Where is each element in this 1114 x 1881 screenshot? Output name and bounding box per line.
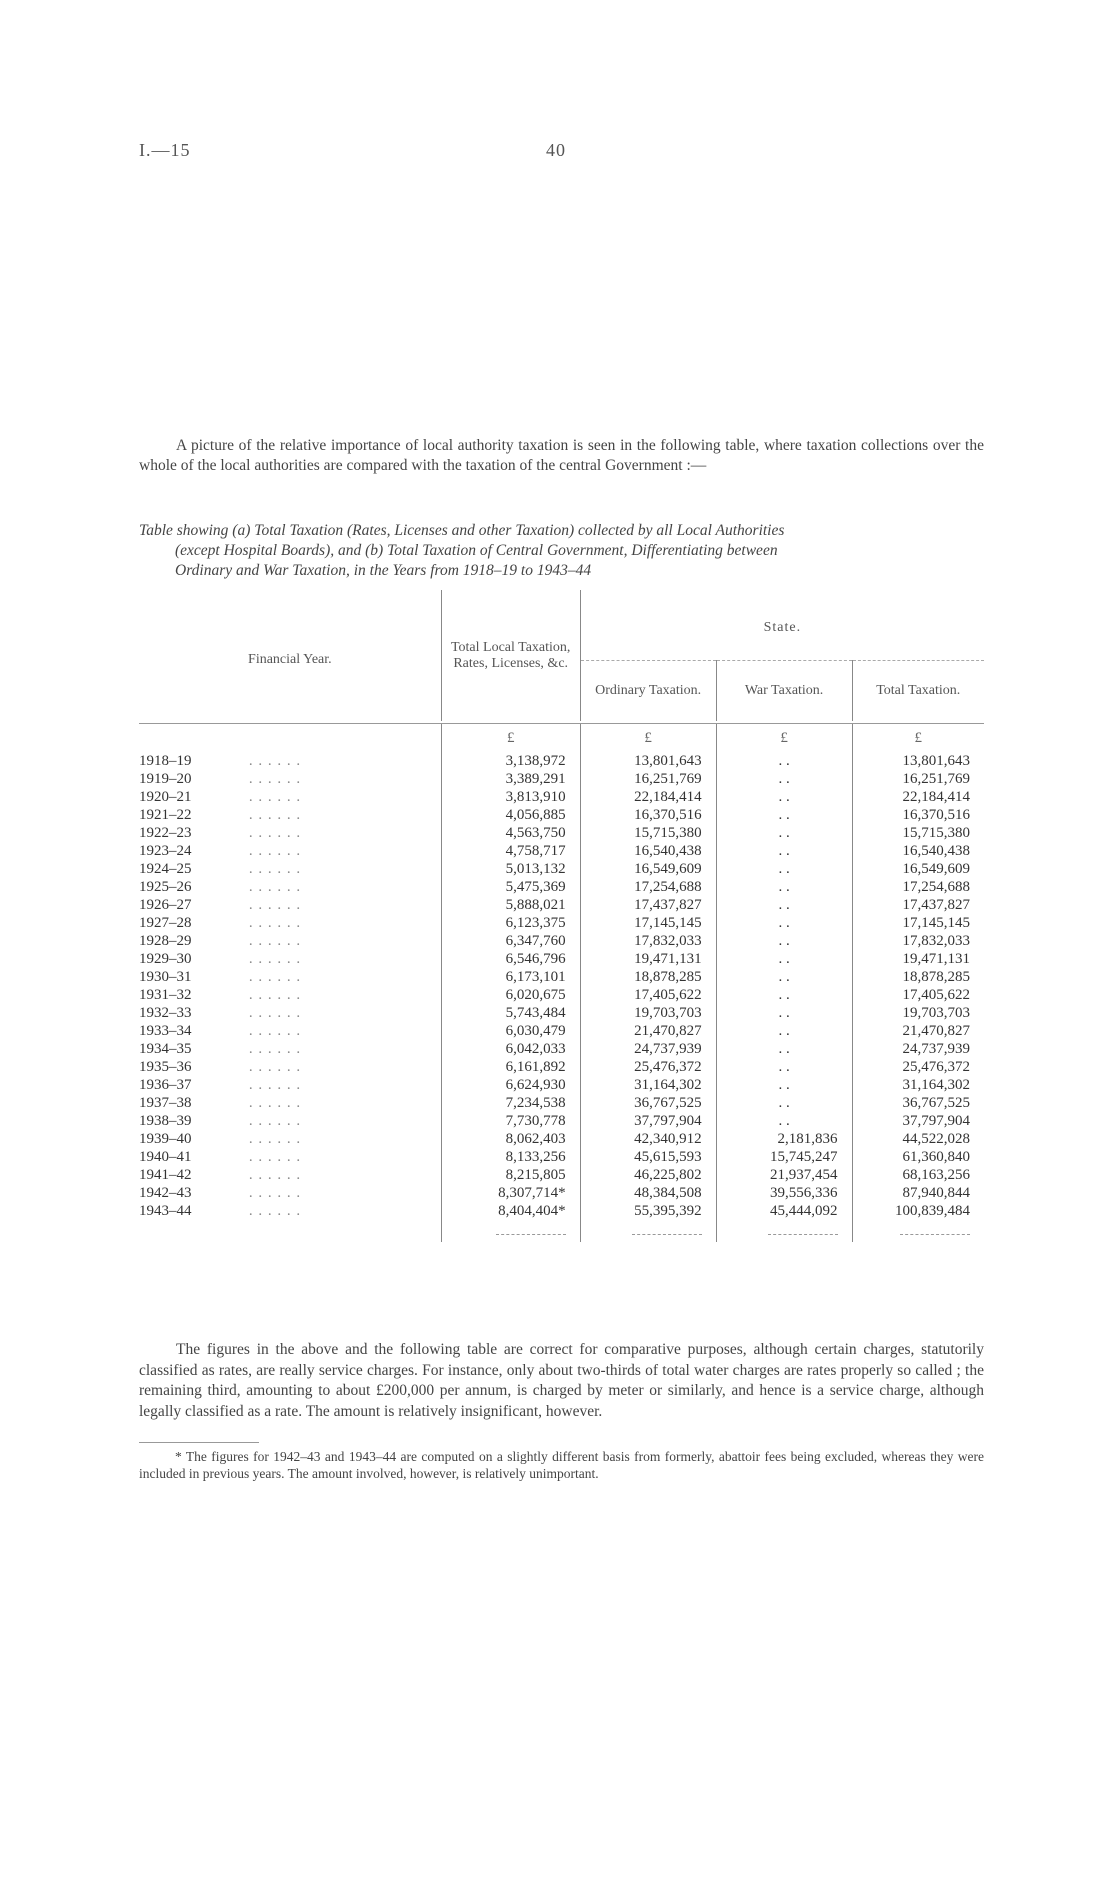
unit-row — [139, 724, 984, 753]
total-taxation-cell: 18,878,285 — [902, 969, 970, 985]
total-taxation-cell: 25,476,372 — [902, 1059, 970, 1075]
table-row — [139, 788, 984, 806]
total-taxation-cell: 44,522,028 — [902, 1131, 970, 1147]
total-taxation-cell: 16,251,769 — [902, 771, 970, 787]
table-row — [139, 842, 984, 860]
table-row — [139, 1004, 984, 1022]
caption-line-1: Table showing (a) Total Taxation (Rates, Licenses and other Taxation) collected by all Local Authorities — [139, 522, 785, 539]
total-rule — [900, 1234, 970, 1235]
header-total-taxation: Total Taxation. — [876, 682, 961, 698]
year-cell: 1941–42 — [139, 1167, 192, 1183]
war-taxation-cell: . . — [716, 932, 852, 950]
war-taxation-cell: 15,745,247 — [716, 1148, 852, 1166]
leader-dots: . . . . . . — [248, 1113, 302, 1129]
table-row — [139, 1166, 984, 1184]
total-taxation-cell: 36,767,525 — [902, 1095, 970, 1111]
total-taxation-cell: 15,715,380 — [902, 825, 970, 841]
table-row — [139, 752, 984, 770]
ordinary-taxation-cell: 17,437,827 — [580, 896, 716, 914]
total-taxation-cell: 100,839,484 — [895, 1203, 970, 1219]
ordinary-taxation-cell: 55,395,392 — [580, 1202, 716, 1220]
local-taxation-cell: 5,743,484 — [441, 1004, 580, 1022]
year-cell: 1930–31 — [139, 969, 192, 985]
table-row — [139, 1148, 984, 1166]
unit-total: £ — [914, 730, 923, 746]
war-taxation-cell: . . — [716, 1058, 852, 1076]
year-cell: 1938–39 — [139, 1113, 192, 1129]
local-taxation-cell: 3,389,291 — [441, 770, 580, 788]
ordinary-taxation-cell: 19,471,131 — [580, 950, 716, 968]
leader-dots: . . . . . . — [248, 807, 302, 823]
header-state: State. — [580, 590, 984, 660]
ordinary-taxation-cell: 36,767,525 — [580, 1094, 716, 1112]
leader-dots: . . . . . . — [248, 753, 302, 769]
total-taxation-cell: 17,405,622 — [902, 987, 970, 1003]
page-number: 40 — [546, 140, 566, 160]
total-taxation-cell: 61,360,840 — [902, 1149, 970, 1165]
year-cell: 1937–38 — [139, 1095, 192, 1111]
leader-dots: . . . . . . — [248, 951, 302, 967]
war-taxation-cell: . . — [716, 950, 852, 968]
local-taxation-cell: 8,307,714* — [441, 1184, 580, 1202]
ordinary-taxation-cell: 17,405,622 — [580, 986, 716, 1004]
notes-paragraph — [139, 1340, 984, 1422]
local-taxation-cell: 7,730,778 — [441, 1112, 580, 1130]
local-taxation-cell: 4,563,750 — [441, 824, 580, 842]
intro-paragraph — [139, 436, 984, 476]
ordinary-taxation-cell: 24,737,939 — [580, 1040, 716, 1058]
year-cell: 1926–27 — [139, 897, 192, 913]
war-taxation-cell: . . — [716, 1022, 852, 1040]
leader-dots: . . . . . . — [248, 1185, 302, 1201]
war-taxation-cell: . . — [716, 878, 852, 896]
ordinary-taxation-cell: 17,832,033 — [580, 932, 716, 950]
caption-line-2: (except Hospital Boards), and (b) Total Taxation of Central Government, Differentiating between — [175, 542, 778, 559]
footnote-rule — [139, 1442, 259, 1443]
war-taxation-cell: . . — [716, 1004, 852, 1022]
table-row — [139, 1094, 984, 1112]
year-cell: 1925–26 — [139, 879, 192, 895]
leader-dots: . . . . . . — [248, 789, 302, 805]
total-taxation-cell: 16,370,516 — [902, 807, 970, 823]
ordinary-taxation-cell: 17,254,688 — [580, 878, 716, 896]
leader-dots: . . . . . . — [248, 1059, 302, 1075]
ordinary-taxation-cell: 37,797,904 — [580, 1112, 716, 1130]
intro-text: A picture of the relative importance of local authority taxation is seen in the following table, where taxation collections over the whole of the local authorities are compared with the taxation of the central Government :— — [139, 437, 984, 474]
table-row — [139, 1130, 984, 1148]
table-row — [139, 806, 984, 824]
ordinary-taxation-cell: 18,878,285 — [580, 968, 716, 986]
ordinary-taxation-cell: 46,225,802 — [580, 1166, 716, 1184]
war-taxation-cell: 2,181,836 — [716, 1130, 852, 1148]
year-cell: 1928–29 — [139, 933, 192, 949]
total-taxation-cell: 17,437,827 — [902, 897, 970, 913]
year-cell: 1929–30 — [139, 951, 192, 967]
total-taxation-cell: 21,470,827 — [902, 1023, 970, 1039]
table-footer-rules — [139, 1220, 984, 1242]
leader-dots: . . . . . . — [248, 861, 302, 877]
war-taxation-cell: . . — [716, 860, 852, 878]
footnote-text: * The figures for 1942–43 and 1943–44 are computed on a slightly different basis from formerly, abattoir fees being excluded, whereas they were included in previous years. The amount involved, however, is relatively unimportant. — [139, 1449, 984, 1481]
leader-dots: . . . . . . — [248, 1149, 302, 1165]
leader-dots: . . . . . . — [248, 1023, 302, 1039]
leader-dots: . . . . . . — [248, 1041, 302, 1057]
footnote — [139, 1448, 984, 1482]
local-taxation-cell: 6,546,796 — [441, 950, 580, 968]
war-taxation-cell: . . — [716, 968, 852, 986]
war-taxation-cell: . . — [716, 824, 852, 842]
table-row — [139, 986, 984, 1004]
total-taxation-cell: 17,145,145 — [902, 915, 970, 931]
total-taxation-cell: 13,801,643 — [902, 753, 970, 769]
year-cell: 1919–20 — [139, 771, 192, 787]
table-row — [139, 950, 984, 968]
table-row — [139, 1202, 984, 1220]
table-row — [139, 860, 984, 878]
war-taxation-cell: . . — [716, 770, 852, 788]
local-taxation-cell: 4,758,717 — [441, 842, 580, 860]
ordinary-taxation-cell: 42,340,912 — [580, 1130, 716, 1148]
war-taxation-cell: . . — [716, 896, 852, 914]
total-taxation-cell: 87,940,844 — [902, 1185, 970, 1201]
document-reference: I.—15 — [139, 140, 191, 160]
table-row — [139, 824, 984, 842]
leader-dots: . . . . . . — [248, 915, 302, 931]
total-taxation-cell: 19,703,703 — [902, 1005, 970, 1021]
local-taxation-cell: 6,624,930 — [441, 1076, 580, 1094]
total-rule — [496, 1234, 566, 1235]
year-cell: 1943–44 — [139, 1203, 192, 1219]
year-cell: 1927–28 — [139, 915, 192, 931]
notes-text: The figures in the above and the following table are correct for comparative purposes, although certain charges, statutorily classified as rates, are really service charges. For instance, only about two-thirds of total water charges are rates properly so called ; the remaining third, amounting to about £200,000 per annum, is charged by meter or similarly, and hence is a service charge, although legally classified as a rate. The amount is relatively insignificant, however. — [139, 1341, 984, 1420]
year-cell: 1940–41 — [139, 1149, 192, 1165]
war-taxation-cell: . . — [716, 1040, 852, 1058]
war-taxation-cell: . . — [716, 806, 852, 824]
leader-dots: . . . . . . — [248, 771, 302, 787]
war-taxation-cell: . . — [716, 842, 852, 860]
war-taxation-cell: 39,556,336 — [716, 1184, 852, 1202]
ordinary-taxation-cell: 16,540,438 — [580, 842, 716, 860]
leader-dots: . . . . . . — [248, 879, 302, 895]
ordinary-taxation-cell: 31,164,302 — [580, 1076, 716, 1094]
leader-dots: . . . . . . — [248, 987, 302, 1003]
unit-local: £ — [441, 724, 580, 753]
year-cell: 1918–19 — [139, 753, 192, 769]
local-taxation-cell: 5,013,132 — [441, 860, 580, 878]
ordinary-taxation-cell: 45,615,593 — [580, 1148, 716, 1166]
total-taxation-cell: 31,164,302 — [902, 1077, 970, 1093]
local-taxation-cell: 8,215,805 — [441, 1166, 580, 1184]
local-taxation-cell: 6,042,033 — [441, 1040, 580, 1058]
local-taxation-cell: 6,173,101 — [441, 968, 580, 986]
war-taxation-cell: . . — [716, 752, 852, 770]
year-cell: 1935–36 — [139, 1059, 192, 1075]
total-taxation-cell: 37,797,904 — [902, 1113, 970, 1129]
year-cell: 1934–35 — [139, 1041, 192, 1057]
header-financial-year: Financial Year. — [248, 652, 332, 667]
table-row — [139, 770, 984, 788]
caption-line-3: Ordinary and War Taxation, in the Years from 1918–19 to 1943–44 — [175, 562, 592, 579]
taxation-table — [139, 590, 984, 1242]
ordinary-taxation-cell: 17,145,145 — [580, 914, 716, 932]
table-row — [139, 1076, 984, 1094]
year-cell: 1942–43 — [139, 1185, 192, 1201]
war-taxation-cell: . . — [716, 1112, 852, 1130]
table-row — [139, 1184, 984, 1202]
table-row — [139, 968, 984, 986]
war-taxation-cell: . . — [716, 1076, 852, 1094]
total-taxation-cell: 16,540,438 — [902, 843, 970, 859]
table-row — [139, 878, 984, 896]
ordinary-taxation-cell: 16,251,769 — [580, 770, 716, 788]
local-taxation-cell: 3,138,972 — [441, 752, 580, 770]
year-cell: 1924–25 — [139, 861, 192, 877]
war-taxation-cell: 21,937,454 — [716, 1166, 852, 1184]
year-cell: 1931–32 — [139, 987, 192, 1003]
ordinary-taxation-cell: 15,715,380 — [580, 824, 716, 842]
local-taxation-cell: 3,813,910 — [441, 788, 580, 806]
total-taxation-cell: 17,832,033 — [902, 933, 970, 949]
war-taxation-cell: . . — [716, 986, 852, 1004]
table-row — [139, 914, 984, 932]
header-war-taxation: War Taxation. — [716, 660, 852, 721]
year-cell: 1939–40 — [139, 1131, 192, 1147]
table-row — [139, 896, 984, 914]
header-ordinary-taxation: Ordinary Taxation. — [580, 660, 716, 721]
year-cell: 1932–33 — [139, 1005, 192, 1021]
year-cell: 1923–24 — [139, 843, 192, 859]
leader-dots: . . . . . . — [248, 897, 302, 913]
year-cell: 1922–23 — [139, 825, 192, 841]
leader-dots: . . . . . . — [248, 1167, 302, 1183]
ordinary-taxation-cell: 13,801,643 — [580, 752, 716, 770]
leader-dots: . . . . . . — [248, 1203, 302, 1219]
header-total-local-taxation: Total Local Taxation, Rates, Licenses, &c. — [441, 590, 580, 721]
local-taxation-cell: 6,123,375 — [441, 914, 580, 932]
local-taxation-cell: 7,234,538 — [441, 1094, 580, 1112]
ordinary-taxation-cell: 48,384,508 — [580, 1184, 716, 1202]
year-cell: 1921–22 — [139, 807, 192, 823]
year-cell: 1920–21 — [139, 789, 192, 805]
leader-dots: . . . . . . — [248, 933, 302, 949]
table-row — [139, 1040, 984, 1058]
table-caption — [139, 521, 984, 581]
table-row — [139, 1058, 984, 1076]
local-taxation-cell: 8,133,256 — [441, 1148, 580, 1166]
total-taxation-cell: 24,737,939 — [902, 1041, 970, 1057]
leader-dots: . . . . . . — [248, 1005, 302, 1021]
local-taxation-cell: 6,020,675 — [441, 986, 580, 1004]
war-taxation-cell: . . — [716, 788, 852, 806]
leader-dots: . . . . . . — [248, 825, 302, 841]
local-taxation-cell: 6,030,479 — [441, 1022, 580, 1040]
unit-war: £ — [716, 724, 852, 753]
year-cell: 1936–37 — [139, 1077, 192, 1093]
leader-dots: . . . . . . — [248, 1095, 302, 1111]
leader-dots: . . . . . . — [248, 1077, 302, 1093]
table-body — [139, 724, 984, 1243]
war-taxation-cell: . . — [716, 914, 852, 932]
table-row — [139, 932, 984, 950]
leader-dots: . . . . . . — [248, 1131, 302, 1147]
total-rule — [768, 1234, 838, 1235]
local-taxation-cell: 4,056,885 — [441, 806, 580, 824]
local-taxation-cell: 6,161,892 — [441, 1058, 580, 1076]
total-taxation-cell: 19,471,131 — [902, 951, 970, 967]
local-taxation-cell: 6,347,760 — [441, 932, 580, 950]
total-taxation-cell: 17,254,688 — [902, 879, 970, 895]
ordinary-taxation-cell: 19,703,703 — [580, 1004, 716, 1022]
leader-dots: . . . . . . — [248, 969, 302, 985]
total-rule — [632, 1234, 702, 1235]
local-taxation-cell: 8,404,404* — [441, 1202, 580, 1220]
total-taxation-cell: 68,163,256 — [902, 1167, 970, 1183]
local-taxation-cell: 5,475,369 — [441, 878, 580, 896]
total-taxation-cell: 22,184,414 — [902, 789, 970, 805]
total-taxation-cell: 16,549,609 — [902, 861, 970, 877]
table-row — [139, 1022, 984, 1040]
ordinary-taxation-cell: 16,370,516 — [580, 806, 716, 824]
ordinary-taxation-cell: 21,470,827 — [580, 1022, 716, 1040]
year-cell: 1933–34 — [139, 1023, 192, 1039]
local-taxation-cell: 5,888,021 — [441, 896, 580, 914]
table-row — [139, 1112, 984, 1130]
war-taxation-cell: . . — [716, 1094, 852, 1112]
local-taxation-cell: 8,062,403 — [441, 1130, 580, 1148]
ordinary-taxation-cell: 16,549,609 — [580, 860, 716, 878]
leader-dots: . . . . . . — [248, 843, 302, 859]
war-taxation-cell: 45,444,092 — [716, 1202, 852, 1220]
ordinary-taxation-cell: 22,184,414 — [580, 788, 716, 806]
unit-ordinary: £ — [580, 724, 716, 753]
ordinary-taxation-cell: 25,476,372 — [580, 1058, 716, 1076]
